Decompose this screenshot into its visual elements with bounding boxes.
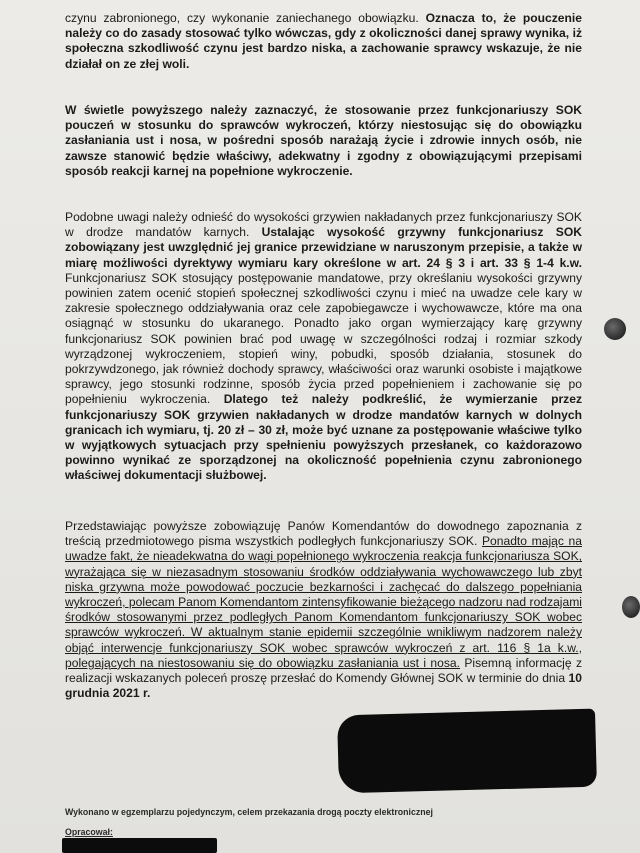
binder-hole [604,318,626,340]
text-run: czynu zabronionego, czy wykonanie zaniechanego obowiązku. [65,11,426,25]
text-run: Oznacza to, że pouczenie należy co do zasady stosować tylko wówczas, gdy z okoliczności danej sprawy wynika, iż społeczna szkodliwość czynu jest bardzo niska, a zachowanie sprawcy wskazuje, że nie działał on ze złej woli. [65,11,583,71]
text-run: Ustalając wysokość grzywny funkcjonariusz SOK zobowiązany jest uwzględnić jej granice przewidziane w naruszonym przepisie, a także w miarę możliwości dyrektywy wymiaru kary określone w art. 24 § 3 i art. 33 § 1-4 k.w. [65,225,582,270]
footer-note: Wykonano w egzemplarzu pojedynczym, celem przekazania drogą poczty elektronicznej [65,807,433,817]
text-run: Ponadto mając na uwadze fakt, że nieadekwatna do wagi popełnionego wykroczenia reakcja funkcjonariusza SOK, wyrażająca się w niezasadnym stosowaniu środków oddziaływania wychowawczego lub zbyt niska grzywna może powodować poczucie bezkarności i zachęcać do dalszego popełniania wykroczeń, polecam Panom Komendantom zintensyfikowanie bieżącego nadzoru nad rodzajami środków stosowanymi przez podległych Panom Komendantom funkcjonariuszy SOK wobec sprawców wykroczeń. W aktualnym stanie epidemii szczególnie wnikliwym nadzorem należy objąć interwencje funkcjonariuszy SOK wobec sprawców wykroczeń z art. 116 § 1a k.w., polegających na niestosowaniu się do obowiązku zasłaniania ust i nosa. [65,534,582,670]
text-run: Podobne uwagi należy odnieść do wysokości grzywien nakładanych przez funkcjonariuszy SOK w drodze mandatów karnych. [65,210,582,240]
text-run: Dlatego też należy podkreślić, że wymierzanie przez funkcjonariuszy SOK grzywien nakładanych w drodze mandatów karnych w dolnych granicach ich wymiaru, tj. 20 zł – 30 zł, może być uznane za postępowanie właściwe tylko w wyjątkowych sytuacjach przy spełnieniu powyższych przesłanek, co każdorazowo powinno wynikać ze sporządzonej na okoliczność popełnienia czynu zabronionego właściwej dokumentacji służbowej. [65,392,582,483]
text-run: 10 grudnia 2021 r. [65,671,582,701]
text-run: Funkcjonariusz SOK stosujący postępowanie mandatowe, przy określaniu wysokości grzywny powinien zatem ocenić stopień społecznej szkodliwości czynu i mieć na uwadze cele kary w zakresie społecznego oddziaływania oraz cele zapobiegawcze i wychowawcze, które ma ona osiągnąć w stosunku do ukaranego. Ponadto jako organ wymierzający karę grzywny funkcjonariusz SOK powinien brać pod uwagę w szczególności rodzaj i rozmiar szkody wyrządzonej wykroczeniem, stopień winy, pobudki, sposób działania, stosunek do pokrzywdzonego, jak również dochody sprawcy, właściwości oraz warunki osobiste i majątkowe sprawcy, jego stosunki rodzinne, sposób życia przed popełnieniem i zachowanie się po popełnieniu wykroczenia. [65,270,582,407]
text-run: Pisemną informację z realizacji wskazanych poleceń proszę przesłać do Komendy Głównej SOK w terminie do dnia [65,655,582,686]
redaction-name [62,838,217,853]
text-run: W świetle powyższego należy zaznaczyć, że stosowanie przez funkcjonariuszy SOK pouczeń w stosunku do sprawców wykroczeń, którzy niestosując się do obowiązku zasłaniania ust i nosa, w pośredni sposób narażają życie i zdrowie innych osób, nie zawsze stanowić będzie właściwy, adekwatny i zgodny z obowiązującymi przepisami sposób reakcji karnej na popełnione wykroczenie. [65,103,582,178]
text-run: Przedstawiając powyższe zobowiązuję Panów Komendantów do dowodnego zapoznania z treścią przedmiotowego pisma wszystkich podległych funkcjonariuszy SOK. [65,519,582,549]
binder-hole [622,596,640,618]
redaction-signature [337,709,597,794]
paragraph-3 [65,210,582,484]
paragraph-2 [65,103,582,179]
prepared-by-label: Opracował: [65,827,113,837]
paragraph-1 [65,11,582,72]
paragraph-4 [65,519,582,701]
